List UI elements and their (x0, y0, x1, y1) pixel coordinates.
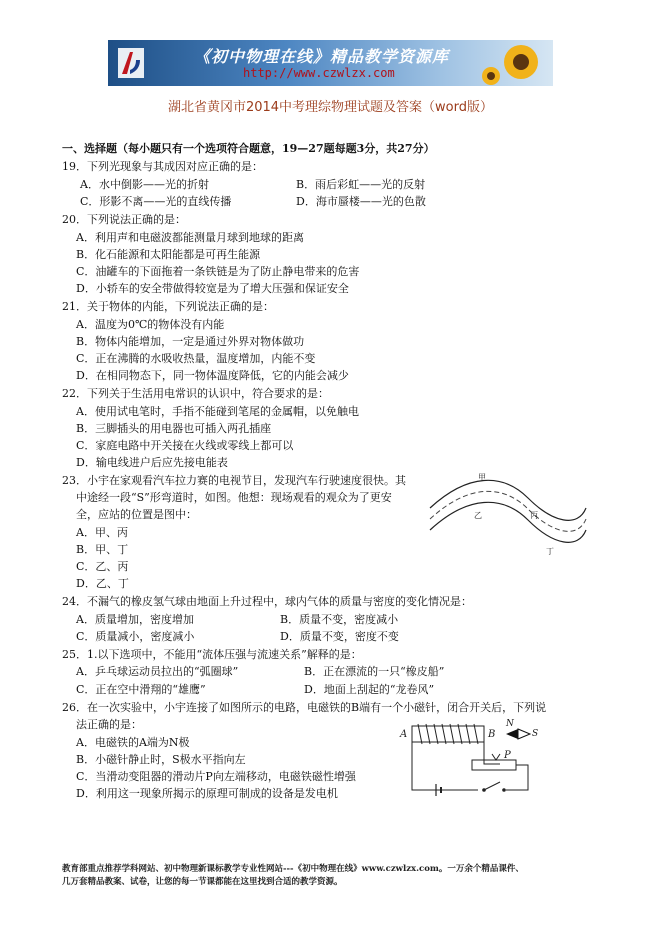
q19-stem: 19．下列光现象与其成因对应正确的是： (62, 160, 263, 173)
q20-option-c: C．油罐车的下面拖着一条铁链是为了防止静电带来的危害 (76, 265, 360, 278)
q19-option-c: C．形影不离——光的直线传播 (80, 195, 232, 208)
q24-option-d: D．质量不变，密度不变 (280, 630, 399, 643)
q25-stem: 25．1.以下选项中，不能用“流体压强与流速关系”解释的是： (62, 648, 362, 661)
q21-option-a: A．温度为0℃的物体没有内能 (76, 318, 225, 331)
label-N: N (506, 719, 514, 729)
q25-option-c: C．正在空中滑翔的“雄鹰” (76, 683, 206, 696)
q23-stem-line2: 中途经一段“S”形弯道时，如图。他想：现场观看的观众为了更安 (76, 491, 392, 504)
q26-option-d: D．利用这一现象所揭示的原理可制成的设备是发电机 (76, 787, 338, 800)
q23-option-b: B．甲、丁 (76, 543, 129, 556)
footer-note (62, 863, 622, 889)
q26-option-c: C．当滑动变阻器的滑动片P向左端移动，电磁铁磁性增强 (76, 770, 356, 783)
label-A: A (400, 729, 408, 740)
q24-stem: 24．不漏气的橡皮氢气球由地面上升过程中，球内气体的质量与密度的变化情况是： (62, 595, 472, 608)
electromagnet-circuit-diagram (388, 718, 568, 802)
q20-option-a: A．利用声和电磁波都能测量月球到地球的距离 (76, 231, 304, 244)
q23-option-a: A．甲、丙 (76, 526, 128, 539)
footer-line-2: 几万套精品教案、试卷，让您的每一节课都能在这里找到合适的教学资源。 (62, 877, 343, 887)
q22-option-a: A．使用试电笔时，手指不能碰到笔尾的金属帽，以免触电 (76, 405, 359, 418)
q20-option-b: B．化石能源和太阳能都是可再生能源 (76, 248, 261, 261)
label-B: B (488, 729, 496, 740)
s-curve-road-diagram (428, 468, 588, 558)
q20-stem: 20．下列说法正确的是： (62, 213, 186, 226)
site-logo-icon (116, 44, 146, 82)
q20-option-d: D．小轿车的安全带做得较宽是为了增大压强和保证安全 (76, 282, 349, 295)
q26-stem-line2: 法正确的是： (76, 718, 142, 731)
q22-stem: 22．下列关于生活用电常识的认识中，符合要求的是： (62, 387, 329, 400)
q23-option-d: D．乙、丁 (76, 577, 129, 590)
q22-option-b: B．三脚插头的用电器也可插入两孔插座 (76, 422, 272, 435)
q24-option-c: C．质量减小，密度减小 (76, 630, 195, 643)
label-jia: 甲 (478, 473, 486, 482)
banner-title: 《初中物理在线》精品教学资源库 (194, 47, 450, 66)
q24-option-a: A．质量增加，密度增加 (76, 613, 194, 626)
label-yi: 乙 (474, 511, 482, 520)
q21-option-c: C．正在沸腾的水吸收热量，温度增加，内能不变 (76, 352, 316, 365)
q23-stem-line3: 全，应站的位置是图中： (76, 508, 197, 521)
label-bing: 丙 (530, 511, 538, 520)
q23-stem-line1: 23．小宇在家观看汽车拉力赛的电视节目，发现汽车行驶速度很快。其 (62, 474, 406, 487)
q21-option-d: D．在相同物态下，同一物体温度降低，它的内能会减少 (76, 369, 349, 382)
label-ding: 丁 (546, 547, 554, 556)
q25-option-d: D．地面上刮起的“龙卷风” (304, 683, 435, 696)
q25-option-b: B．正在漂流的一只“橡皮船” (304, 665, 445, 678)
page-title: 湖北省黄冈市2014中考理综物理试题及答案（word版） (167, 100, 494, 115)
q21-stem: 21．关于物体的内能，下列说法正确的是： (62, 300, 274, 313)
label-S: S (532, 729, 539, 739)
q26-option-b: B．小磁针静止时，S极水平指向左 (76, 753, 246, 766)
section-header: 一、选择题（每小题只有一个选项符合题意，19—27题每题3分，共27分） (62, 142, 435, 155)
q19-option-b: B．雨后彩虹——光的反射 (296, 178, 426, 191)
q21-option-b: B．物体内能增加，一定是通过外界对物体做功 (76, 335, 305, 348)
q26-option-a: A．电磁铁的A端为N极 (76, 736, 190, 749)
q23-option-c: C．乙、丙 (76, 560, 129, 573)
banner-url[interactable]: http://www.czwlzx.com (243, 66, 395, 80)
label-P: P (504, 750, 511, 761)
sunflower-icon (479, 42, 549, 86)
q19-option-d: D．海市蜃楼——光的色散 (296, 195, 426, 208)
q24-option-b: B．质量不变，密度减小 (280, 613, 399, 626)
q26-stem-line1: 26．在一次实验中，小宇连接了如图所示的电路，电磁铁的B端有一个小磁针，闭合开关后，下列说 (62, 701, 547, 714)
q22-option-c: C．家庭电路中开关接在火线或零线上都可以 (76, 439, 294, 452)
q19-option-a: A．水中倒影——光的折射 (80, 178, 209, 191)
footer-line-1: 教育部重点推荐学科网站、初中物理新课标教学专业性网站---《初中物理在线》www.czwlzx.com。一万余个精品课件、 (62, 864, 524, 874)
q25-option-a: A．乒乓球运动员拉出的“弧圈球” (76, 665, 239, 678)
q22-option-d: D．输电线进户后应先接电能表 (76, 456, 228, 469)
header-banner (108, 40, 553, 86)
